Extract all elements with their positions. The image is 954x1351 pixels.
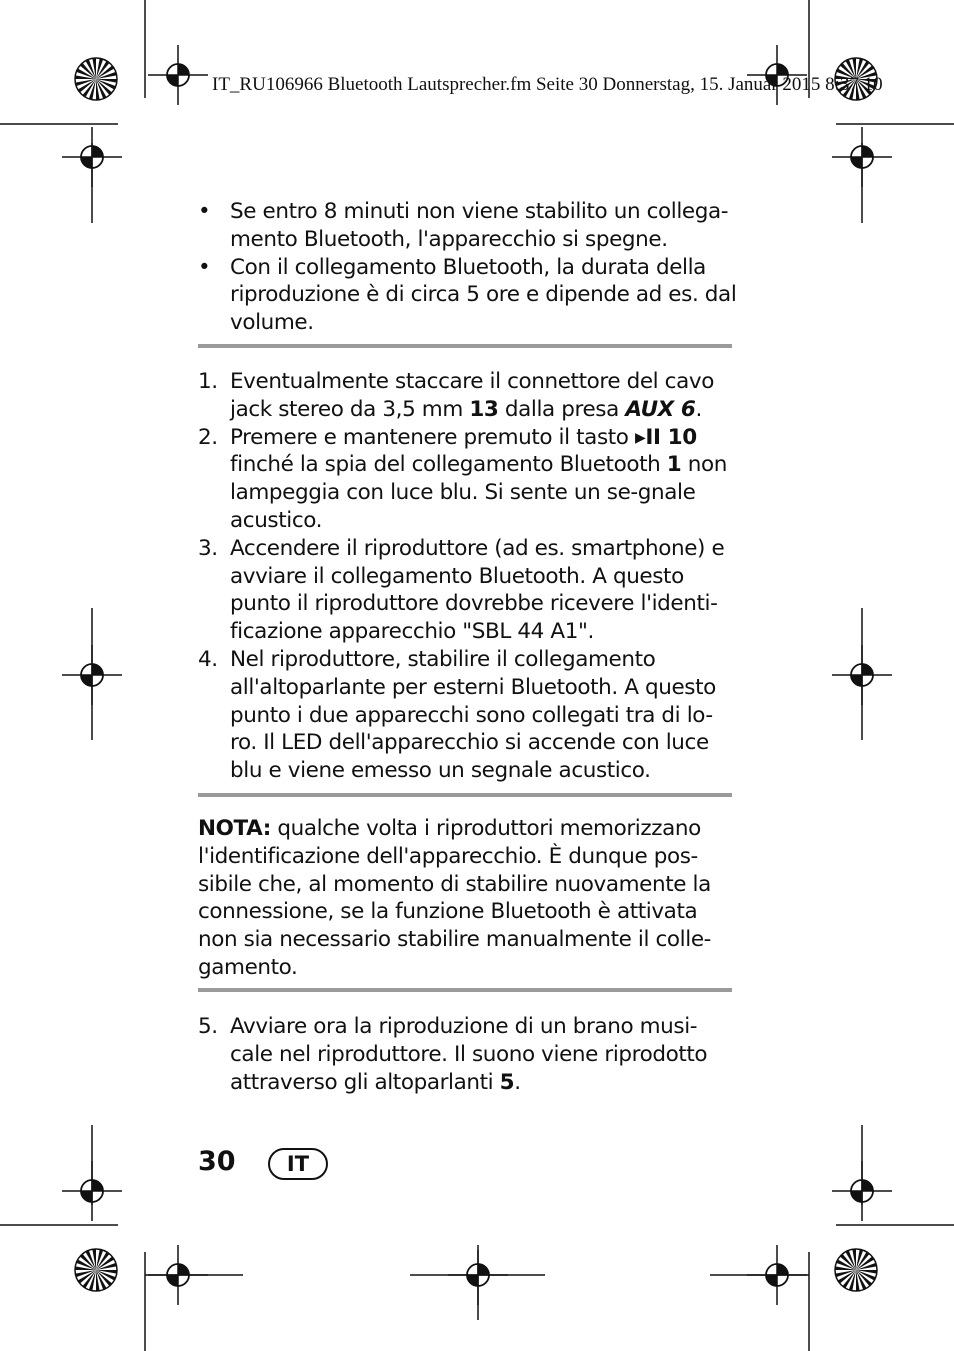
registration-target-quadrant bbox=[92, 664, 103, 675]
step-text: . bbox=[695, 396, 702, 422]
language-badge bbox=[268, 1148, 328, 1180]
step-text: finché la spia del collegamento Bluetooth bbox=[230, 452, 667, 478]
list-item bbox=[198, 424, 738, 535]
numbered-steps-continued bbox=[198, 1013, 738, 1096]
part-reference: 13 bbox=[469, 396, 499, 422]
step-marker: 4. bbox=[198, 646, 218, 672]
bullet-marker: • bbox=[198, 254, 211, 280]
step-text: Eventualmente staccare il connettore del cavo jack stereo da 3,5 mm bbox=[230, 369, 714, 422]
registration-target-quadrant bbox=[467, 1275, 478, 1286]
step-text: non lampeggia con luce blu. Si sente un se-gnale acustico. bbox=[230, 452, 727, 533]
registration-target-quadrant bbox=[178, 64, 189, 75]
registration-target-quadrant bbox=[178, 1264, 189, 1275]
registration-target-quadrant bbox=[851, 157, 862, 168]
registration-target-quadrant bbox=[167, 1275, 178, 1286]
registration-target-quadrant bbox=[777, 1264, 788, 1275]
step-marker: 5. bbox=[198, 1014, 218, 1039]
step-marker: 1. bbox=[198, 369, 218, 394]
step-text: Avviare ora la riproduzione di un brano musi-cale nel riproduttore. Il suono viene riprodotto attraverso gli altoparlanti bbox=[230, 1014, 708, 1095]
list-item bbox=[198, 535, 738, 646]
part-reference: 5 bbox=[499, 1069, 515, 1095]
registration-target-quadrant bbox=[167, 75, 178, 86]
step-text: Accendere il riproduttore (ad es. smartphone) e avviare il collegamento Bluetooth. A questo punto il riproduttore dovrebbe ricevere l'identi-ficazione apparecchio "SBL 44 A1". bbox=[230, 535, 725, 645]
registration-target-quadrant bbox=[862, 664, 873, 675]
list-item bbox=[198, 1013, 738, 1096]
list-item bbox=[198, 368, 738, 424]
registration-target-quadrant bbox=[478, 1264, 489, 1275]
registration-target-quadrant bbox=[862, 1180, 873, 1191]
registration-target-quadrant bbox=[81, 157, 92, 168]
part-reference: 1 bbox=[666, 452, 682, 478]
registration-target-quadrant bbox=[851, 1191, 862, 1202]
numbered-steps bbox=[198, 368, 738, 785]
page-number: 30 bbox=[198, 1146, 236, 1177]
list-item bbox=[198, 254, 738, 337]
list-item-text: Se entro 8 minuti non viene stabilito un collega-mento Bluetooth, l'apparecchio si spegne. bbox=[230, 199, 729, 252]
step-marker: 3. bbox=[198, 535, 218, 561]
registration-target-quadrant bbox=[851, 675, 862, 686]
section-divider bbox=[198, 793, 732, 797]
step-text: . bbox=[514, 1069, 521, 1095]
list-item bbox=[198, 646, 738, 785]
registration-target-quadrant bbox=[81, 1191, 92, 1202]
registration-target-quadrant bbox=[92, 146, 103, 157]
registration-target-quadrant bbox=[862, 146, 873, 157]
registration-target-quadrant bbox=[92, 1180, 103, 1191]
registration-target-quadrant bbox=[81, 675, 92, 686]
play-pause-button-reference: ▸II 10 bbox=[634, 424, 697, 450]
list-item-text: Con il collegamento Bluetooth, la durata della riproduzione è di circa 5 ore e dipende ad es. dal volume. bbox=[230, 254, 737, 336]
file-slug-header: IT_RU106966 Bluetooth Lautsprecher.fm Seite 30 Donnerstag, 15. Januar 2015 8:37 10 bbox=[212, 74, 883, 95]
note-paragraph bbox=[198, 815, 738, 982]
bullet-marker: • bbox=[198, 199, 211, 224]
part-reference: AUX 6 bbox=[625, 396, 696, 422]
step-text: dalla presa bbox=[498, 396, 626, 422]
section-divider bbox=[198, 988, 732, 992]
step-text: Premere e mantenere premuto il tasto bbox=[230, 424, 635, 450]
section-divider bbox=[198, 344, 732, 348]
note-label: NOTA: bbox=[198, 816, 271, 841]
note-text: qualche volta i riproduttori memorizzano l'identificazione dell'apparecchio. È dunque pos-sibile che, al momento di stabilire nuovamente la connessione, se la funzione Bluetooth è attivata non sia necessario stabilire manualmente il colle-gamento. bbox=[198, 816, 712, 980]
step-text: Nel riproduttore, stabilire il collegamento all'altoparlante per esterni Bluetooth. A questo punto i due apparecchi sono collegati tra di lo-ro. Il LED dell'apparecchio si accende con luce blu e viene emesso un segnale acustico. bbox=[230, 646, 716, 784]
step-marker: 2. bbox=[198, 424, 218, 450]
language-code: IT bbox=[286, 1152, 310, 1176]
bullet-list bbox=[198, 198, 738, 337]
registration-target-quadrant bbox=[766, 1275, 777, 1286]
list-item bbox=[198, 198, 738, 254]
